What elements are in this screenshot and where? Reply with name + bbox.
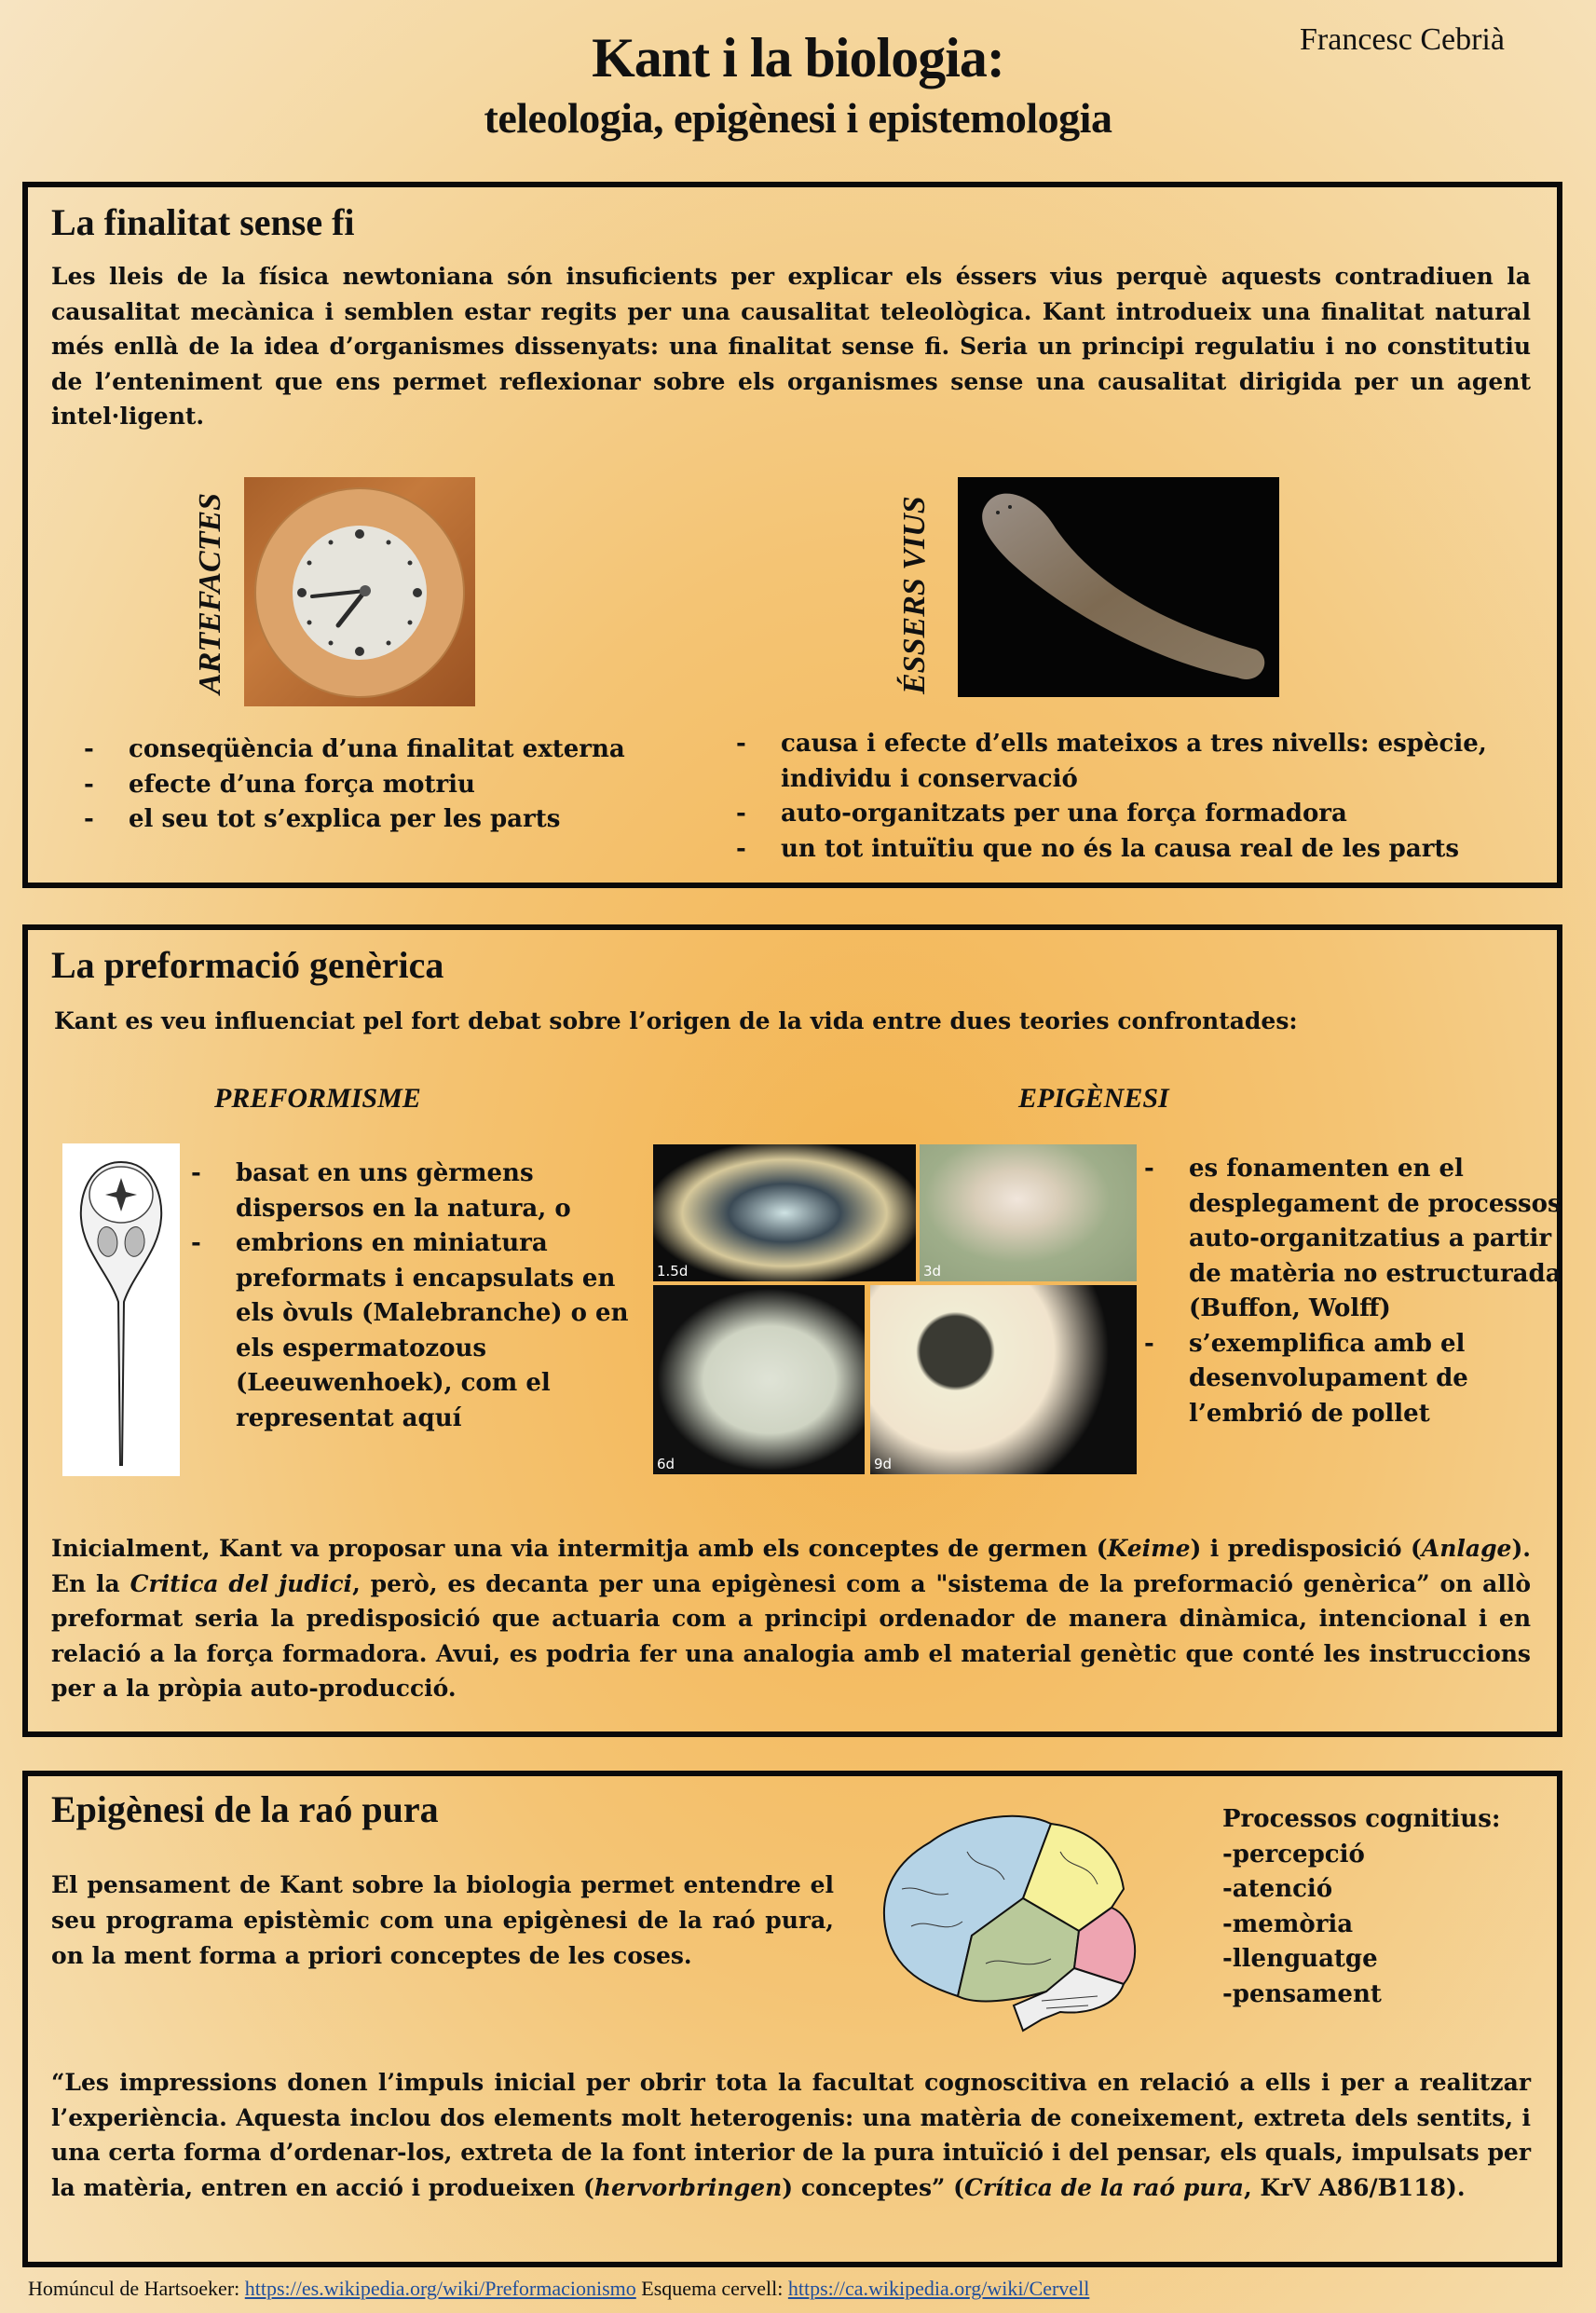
text-run: ) conceptes” ( (782, 2173, 964, 2201)
list-item: -llenguatge (1222, 1945, 1378, 1973)
brain-icon (874, 1805, 1183, 2038)
list-item: -pensament (1222, 1979, 1382, 2008)
preformisme-bullets (191, 1156, 648, 1436)
list-item: - conseqüència d’una finalitat externa (84, 732, 717, 768)
term-keime: Keime (1107, 1535, 1191, 1562)
embryo-photo-9d (870, 1285, 1137, 1474)
list-item: - causa i efecte d’ells mateixos a tres nivells: espècie, individu i conservació (736, 727, 1556, 797)
image-credits (28, 2277, 1089, 2301)
section-closing-paragraph (51, 1531, 1531, 1706)
section-intro: Kant es veu influenciat pel fort debat sobre l’origen de la vida entre dues teories confrontades: (54, 1007, 1298, 1034)
planarian-photo (958, 477, 1279, 697)
essers-vius-bullets (736, 727, 1556, 867)
list-item: - el seu tot s’explica per les parts (84, 802, 717, 838)
term-anlage: Anlage (1421, 1535, 1512, 1562)
artefactes-bullets (84, 732, 717, 838)
planarian-icon (958, 477, 1279, 697)
epigenesi-label: EPIGÈNESI (1018, 1083, 1169, 1114)
section-paragraph: El pensament de Kant sobre la biologia permet entendre el seu programa epistèmic com una epigènesi de la raó pura, on la ment forma a priori conceptes de les coses. (51, 1871, 834, 1969)
kant-quote (51, 2065, 1531, 2205)
list-item: - un tot intuïtiu que no és la causa real de les parts (736, 832, 1556, 868)
homunculus-drawing (62, 1143, 180, 1476)
poster-subtitle: teleologia, epigènesi i epistemologia (484, 94, 1112, 142)
list-item: -percepció (1222, 1840, 1365, 1868)
poster-title: Kant i la biologia: (592, 27, 1004, 89)
clock-icon (244, 477, 475, 706)
text-run: , KrV A86/B118). (1243, 2173, 1466, 2201)
credit-label: Homúncul de Hartsoeker: (28, 2277, 245, 2300)
cognitive-title: Processos cognitius: (1222, 1805, 1501, 1833)
section-heading: Epigènesi de la raó pura (51, 1788, 439, 1830)
section-paragraph: Les lleis de la física newtoniana són insuficients per explicar els éssers vius perquè aquests contradiuen la causalitat mecànica i semblen estar regits per una causalitat teleològica. Kant introdueix una finalitat natural més enllà de la idea d’organismes dissenyats: una finalitat sense fi. Seria un principi regulatiu i no constitutiu de l’enteniment que ens permet reflexionar sobre els organismes sense una causalitat dirigida per un agent intel·ligent. (51, 263, 1531, 430)
list-item: - basat en uns gèrmens dispersos en la natura, o (191, 1156, 648, 1226)
list-item: - auto-organitzats per una força formadora (736, 797, 1556, 832)
list-item: -memòria (1222, 1909, 1354, 1938)
text-run: , però, es decanta per una epigènesi com a "sistema de la preformació genèrica” on allò preformat seria la predisposició que actuaria com a principi ordenador de manera dinàmica, intencional i en relació a la força formadora. Avui, es podria fer una analogia amb el material genètic que conté les instruccions per a la pròpia auto-producció. (51, 1569, 1532, 1702)
list-item: - efecte d’una força motriu (84, 768, 717, 803)
homunculus-icon (62, 1143, 180, 1476)
text-run: ) i predisposició ( (1190, 1535, 1422, 1562)
work-title: Crítica de la raó pura (963, 2173, 1244, 2201)
list-item: -atenció (1222, 1875, 1333, 1903)
embryo-age-label: 3d (923, 1263, 942, 1280)
epigenesi-bullets (1144, 1152, 1563, 1431)
preformisme-label: PREFORMISME (214, 1083, 421, 1114)
author-name: Francesc Cebrià (1300, 22, 1505, 57)
cervell-link[interactable]: https://ca.wikipedia.org/wiki/Cervell (787, 2277, 1090, 2300)
text-run: ). En la (51, 1535, 1531, 1597)
wall-clock-photo (244, 477, 475, 706)
embryo-age-label: 9d (874, 1456, 893, 1472)
embryo-photo-6d (653, 1285, 865, 1474)
essers-vius-label: ÉSSERS VIUS (897, 496, 932, 694)
brain-diagram (874, 1805, 1183, 2038)
list-item: - es fonamenten en el desplegament de processos auto-organitzatius a partir de matèria no estructurada (Buffon, Wolff) (1144, 1152, 1563, 1327)
text-run: “Les impressions donen l’impuls inicial per obrir tota la facultat cognoscitiva en relació a ells i per a realitzar l’experiència. Aquesta inclou dos elements molt heterogenis: una matèria de coneixement, extreta dels sentits, i una certa forma d’ordenar-los, extreta de la font interior de la pura intuïció i del pensar, els quals, impulsats per la matèria, entren en acció i produeixen ( (51, 2069, 1531, 2201)
list-item: - embrions en miniatura preformats i encapsulats en els òvuls (Malebranche) o en els espermatozous (Leeuwenhoek), com el representat aquí (191, 1226, 648, 1436)
term-hervorbringen: hervorbringen (593, 2173, 783, 2201)
work-title: Critica del judici (130, 1569, 353, 1597)
embryo-photo-3d (920, 1144, 1137, 1281)
section-heading: La preformació genèrica (51, 944, 444, 986)
embryo-photo-1-5d (653, 1144, 916, 1281)
cognitive-processes-list (1222, 1802, 1500, 2012)
text-run: Inicialment, Kant va proposar una via intermitja amb els conceptes de germen ( (51, 1535, 1108, 1562)
list-item: - s’exemplifica amb el desenvolupament de l’embrió de pollet (1144, 1327, 1563, 1432)
section-heading: La finalitat sense fi (51, 201, 355, 243)
embryo-age-label: 6d (657, 1456, 675, 1472)
preformacionismo-link[interactable]: https://es.wikipedia.org/wiki/Preformacionismo (244, 2277, 636, 2300)
artefactes-label: ARTEFACTES (193, 492, 227, 694)
credit-label: Esquema cervell: (635, 2277, 788, 2300)
embryo-age-label: 1.5d (657, 1263, 689, 1280)
